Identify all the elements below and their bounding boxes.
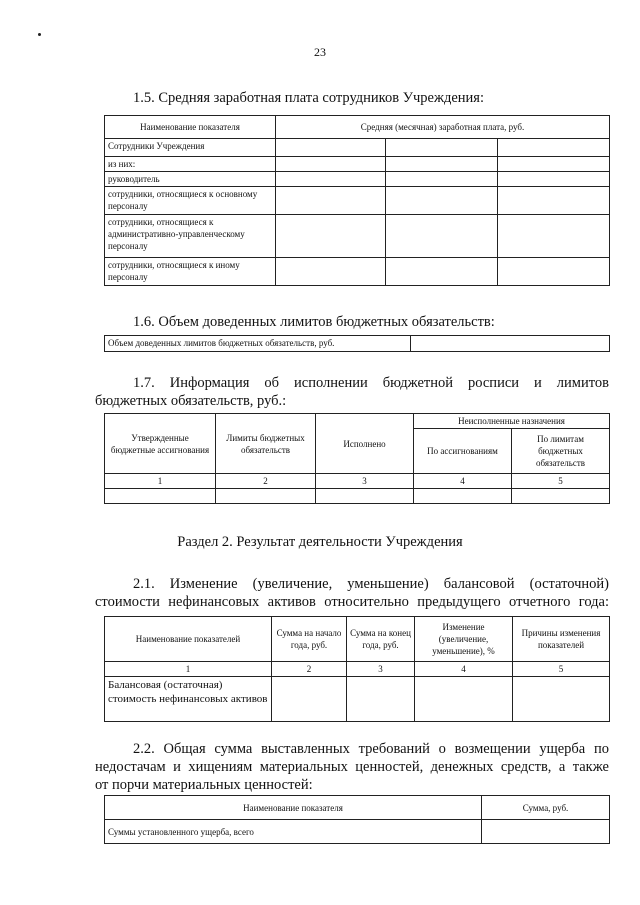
scan-dot	[38, 33, 41, 36]
section-1-7-title-line2: бюджетных обязательств, руб.:	[95, 393, 287, 409]
damage-row: Суммы установленного ущерба, всего	[105, 820, 482, 844]
salary-row: сотрудники, относящиеся к основному персоналу	[105, 187, 276, 215]
section-1-6-title: 1.6. Объем доведенных лимитов бюджетных обязательств:	[133, 314, 495, 330]
salary-row: сотрудники, относящиеся к административно-управленческому персоналу	[105, 215, 276, 258]
col-indicator: Наименование показателя	[105, 796, 482, 820]
section-2-2-title-line3: от порчи материальных ценностей:	[95, 777, 313, 793]
col-num: 1	[105, 662, 272, 677]
salary-row: Сотрудники Учреждения	[105, 139, 276, 157]
col-reasons: Причины изменения показателей	[513, 617, 610, 662]
col-group-unexecuted: Неисполненные назначения	[414, 414, 610, 429]
col-by-appropriations: По ассигнованиям	[414, 429, 512, 474]
col-num: 5	[513, 662, 610, 677]
assets-change-table	[104, 616, 610, 722]
limits-table	[104, 335, 610, 352]
col-start-sum: Сумма на начало года, руб.	[272, 617, 347, 662]
col-sum: Сумма, руб.	[482, 796, 610, 820]
salary-row: сотрудники, относящиеся к иному персоналу	[105, 258, 276, 286]
damage-table	[104, 795, 610, 844]
section-1-7-title-line1: 1.7. Информация об исполнении бюджетной росписи и лимитов	[133, 375, 609, 391]
col-num: 1	[105, 474, 216, 489]
section-2-2-title-line2: недостачам и хищениям материальных ценностей, денежных средств, а также	[95, 759, 609, 775]
col-limits: Лимиты бюджетных обязательств	[216, 414, 316, 474]
col-num: 4	[415, 662, 513, 677]
col-num: 2	[272, 662, 347, 677]
budget-execution-table	[104, 413, 610, 504]
assets-row: Балансовая (остаточная) стоимость нефинансовых активов	[105, 677, 272, 722]
col-num: 2	[216, 474, 316, 489]
col-num: 3	[347, 662, 415, 677]
salary-row: из них:	[105, 157, 276, 172]
section-2-1-title-line2: стоимости нефинансовых активов относительно предыдущего отчетного года:	[95, 594, 609, 610]
page-number: 23	[314, 45, 326, 59]
col-indicators: Наименование показателей	[105, 617, 272, 662]
col-num: 5	[512, 474, 610, 489]
section-1-5-title: 1.5. Средняя заработная плата сотрудников Учреждения:	[133, 90, 485, 106]
col-end-sum: Сумма на конец года, руб.	[347, 617, 415, 662]
section-2-title: Раздел 2. Результат деятельности Учреждения	[177, 534, 463, 550]
col-num: 3	[316, 474, 414, 489]
col-num: 4	[414, 474, 512, 489]
col-by-limits: По лимитам бюджетных обязательств	[512, 429, 610, 474]
salary-row: руководитель	[105, 172, 276, 187]
col-approved: Утвержденные бюджетные ассигнования	[105, 414, 216, 474]
col-executed: Исполнено	[316, 414, 414, 474]
salary-table	[104, 115, 610, 286]
section-2-1-title-line1: 2.1. Изменение (увеличение, уменьшение) балансовой (остаточной)	[133, 576, 609, 592]
col-change-percent: Изменение (увеличение, уменьшение), %	[415, 617, 513, 662]
salary-col-value: Средняя (месячная) заработная плата, руб.	[276, 116, 610, 139]
section-2-2-title-line1: 2.2. Общая сумма выставленных требований о возмещении ущерба по	[133, 741, 609, 757]
limits-row: Объем доведенных лимитов бюджетных обязательств, руб.	[105, 336, 411, 352]
salary-col-name: Наименование показателя	[105, 116, 276, 139]
